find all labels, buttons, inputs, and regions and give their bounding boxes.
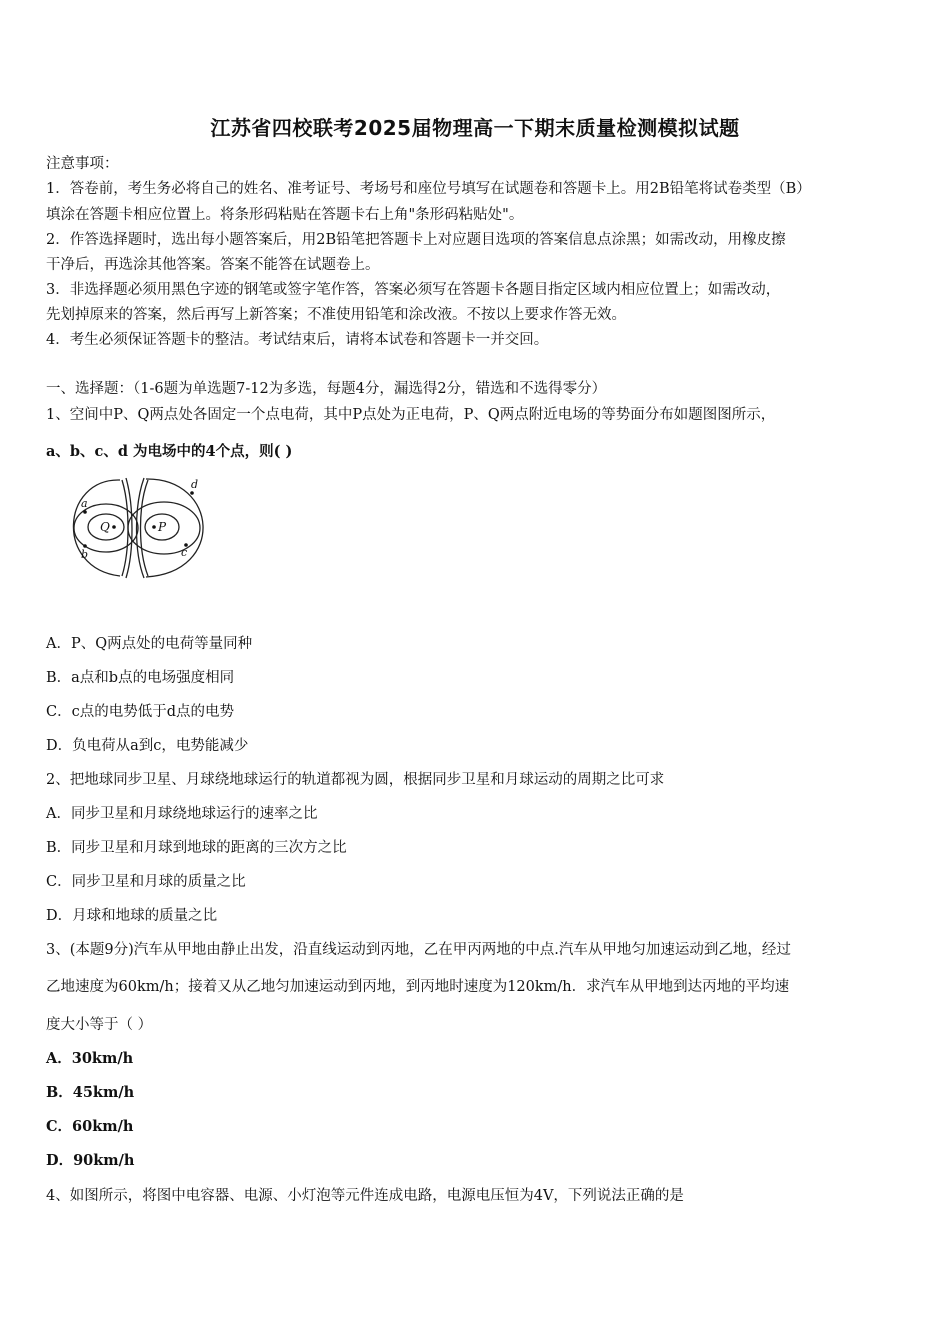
page-title: 江苏省四校联考2025届物理高一下期末质量检测模拟试题 bbox=[210, 116, 740, 140]
q3-stem: 3、(本题9分)汽车从甲地由静止出发，沿直线运动到丙地，乙在甲丙两地的中点.汽车从甲地匀加速运动到乙地，经过 bbox=[46, 942, 791, 958]
q3-option-b: B．45km/h bbox=[46, 1084, 135, 1101]
equipotential-center-1 bbox=[122, 480, 128, 576]
q3-option-a: A．30km/h bbox=[46, 1050, 134, 1067]
equipotential-center-2 bbox=[126, 478, 132, 578]
label-d: d bbox=[191, 478, 199, 491]
notice-line: 1．答卷前，考生务必将自己的姓名、准考证号、考场号和座位号填写在试题卷和答题卡上。用2B铅笔将试卷类型（B） bbox=[46, 181, 811, 197]
q2-option-d: D．月球和地球的质量之比 bbox=[46, 908, 218, 924]
q2-option-a: A．同步卫星和月球绕地球运行的速率之比 bbox=[46, 806, 318, 822]
q4-stem: 4、如图所示，将图中电容器、电源、小灯泡等元件连成电路，电源电压恒为4V，下列说法正确的是 bbox=[46, 1188, 684, 1204]
q1-option-a: A．P、Q两点处的电荷等量同种 bbox=[46, 636, 253, 652]
label-a: a bbox=[81, 497, 88, 510]
notice-line: 3．非选择题必须用黑色字迹的钢笔或签字笔作答，答案必须写在答题卡各题目指定区域内相应位置上；如需改动， bbox=[46, 282, 781, 298]
equipotential-figure bbox=[60, 476, 220, 582]
notice-line: 先划掉原来的答案，然后再写上新答案；不准使用铅笔和涂改液。不按以上要求作答无效。 bbox=[46, 307, 626, 323]
section-heading: 一、选择题：（1-6题为单选题7-12为多选，每题4分，漏选得2分，错选和不选得零分） bbox=[46, 381, 607, 397]
label-b: b bbox=[81, 548, 89, 561]
q1-stem-cont: a、b、c、d 为电场中的4个点，则( ) bbox=[46, 443, 293, 460]
notice-line: 填涂在答题卡相应位置上。将条形码粘贴在答题卡右上角"条形码粘贴处"。 bbox=[46, 207, 524, 223]
q3-stem-cont: 乙地速度为60km/h；接着又从乙地匀加速运动到丙地，到丙地时速度为120km/h．求汽车从甲地到达丙地的平均速 bbox=[46, 979, 790, 995]
notice-line: 干净后，再选涂其他答案。答案不能答在试题卷上。 bbox=[46, 257, 380, 273]
q2-option-b: B．同步卫星和月球到地球的距离的三次方之比 bbox=[46, 840, 347, 856]
notice-line: 2．作答选择题时，选出每小题答案后，用2B铅笔把答题卡上对应题目选项的答案信息点涂黑；如需改动，用橡皮擦 bbox=[46, 232, 786, 248]
label-c: c bbox=[181, 546, 188, 559]
label-p: P bbox=[158, 520, 167, 534]
label-q: Q bbox=[100, 520, 110, 534]
notice-line: 4．考生必须保证答题卡的整洁。考试结束后，请将本试卷和答题卡一并交回。 bbox=[46, 332, 549, 348]
q3-stem-cont: 度大小等于（ ） bbox=[46, 1017, 153, 1033]
q1-stem: 1、空间中P、Q两点处各固定一个点电荷，其中P点处为正电荷，P、Q两点附近电场的等势面分布如题图图所示， bbox=[46, 407, 776, 423]
charge-p-point bbox=[152, 525, 156, 529]
q3-option-c: C．60km/h bbox=[46, 1118, 134, 1135]
q1-option-b: B．a点和b点的电场强度相同 bbox=[46, 670, 235, 686]
point-a bbox=[83, 510, 87, 514]
q3-option-d: D．90km/h bbox=[46, 1152, 135, 1169]
charge-q-point bbox=[112, 525, 116, 529]
q2-stem: 2、把地球同步卫星、月球绕地球运行的轨道都视为圆，根据同步卫星和月球运动的周期之比可求 bbox=[46, 772, 665, 788]
q2-option-c: C．同步卫星和月球的质量之比 bbox=[46, 874, 246, 890]
notice-heading: 注意事项： bbox=[46, 156, 119, 172]
q1-option-d: D．负电荷从a到c，电势能减少 bbox=[46, 738, 249, 754]
q1-option-c: C．c点的电势低于d点的电势 bbox=[46, 704, 234, 720]
equipotential-center-4 bbox=[141, 480, 149, 576]
point-d bbox=[190, 491, 194, 495]
